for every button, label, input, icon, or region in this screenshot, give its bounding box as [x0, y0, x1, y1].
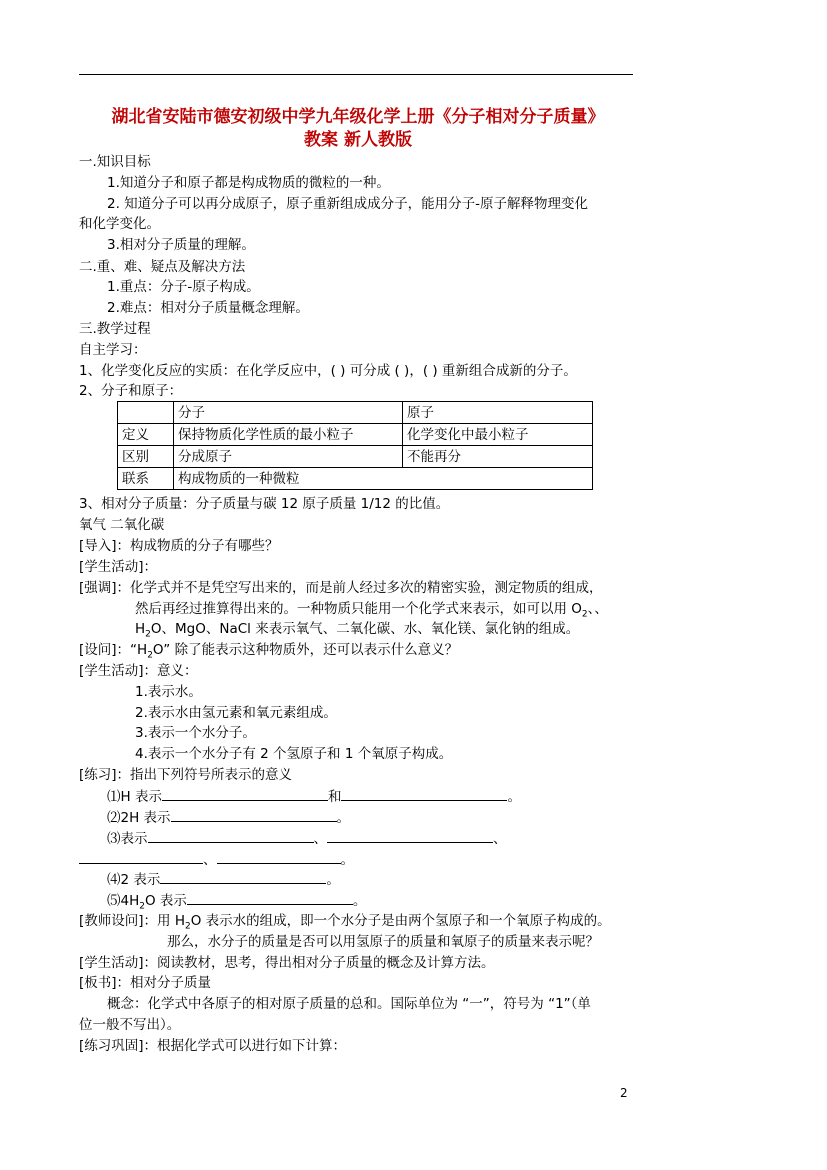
- answer-blank[interactable]: [341, 786, 507, 801]
- table-cell: 区别: [118, 446, 174, 468]
- objective-2-cont: 和化学变化。: [79, 216, 160, 232]
- exercise-text: 和: [327, 789, 342, 805]
- table-row: [118, 424, 593, 446]
- exercise-text: ⑸4H: [107, 893, 140, 909]
- answer-blank[interactable]: [79, 849, 203, 864]
- keypoint-1: 1.重点：分子-原子构成。: [107, 279, 260, 295]
- section-heading-objectives: 一.知识目标: [79, 154, 151, 170]
- subscript: 2: [184, 921, 191, 932]
- exercise-text: O 表示: [144, 893, 187, 909]
- emphasis-text: H: [135, 621, 146, 637]
- exercise-2: [107, 807, 350, 828]
- exercise-text: ⑵2H 表示: [107, 810, 171, 826]
- answer-blank[interactable]: [187, 890, 353, 905]
- page-number: 2: [620, 1086, 628, 1100]
- concept-line-1: 概念：化学式中各原子的相对原子质量的总和。国际单位为 “一”，符号为 “1”（单: [107, 996, 591, 1012]
- teacher-question-text: O 表示水的组成，即一个水分子是由两个氢原子和一个氧原子构成的。: [190, 913, 611, 929]
- punctuation: 、: [313, 831, 327, 847]
- objective-3: 3.相对分子质量的理解。: [107, 237, 255, 253]
- question-text: O” 除了能表示这种物质外，还可以表示什么意义？: [152, 642, 459, 658]
- section-heading-keypoints: 二.重、难、疑点及解决方法: [79, 259, 246, 275]
- table-row: [118, 446, 593, 468]
- student-activity-1: [学生活动]：: [79, 559, 158, 575]
- table-cell: 原子: [403, 402, 593, 424]
- keypoint-2: 2.难点：相对分子质量概念理解。: [107, 300, 309, 316]
- meaning-3: 3.表示一个水分子。: [135, 725, 256, 741]
- table-cell: 分成原子: [174, 446, 403, 468]
- meaning-2: 2.表示水由氢元素和氧元素组成。: [135, 705, 337, 721]
- punctuation: 、: [493, 831, 507, 847]
- table-header-row: [118, 402, 593, 424]
- molecule-atom-table: [117, 401, 593, 490]
- section-heading-process: 三.教学过程: [79, 321, 151, 337]
- question-1: 1、化学变化反应的实质：在化学反应中，( ) 可分成 ( )，( ) 重新组合成新的分子。: [79, 363, 577, 379]
- table-cell: 定义: [118, 424, 174, 446]
- header-rule: [79, 74, 633, 75]
- concept-line-2: 位一般不写出）。: [79, 1017, 181, 1033]
- punctuation: 。: [326, 872, 340, 888]
- answer-blank[interactable]: [171, 807, 337, 822]
- exercise-1: [107, 786, 521, 807]
- subscript: 2: [139, 901, 145, 912]
- exercise-text: ⑷2 表示: [107, 872, 161, 888]
- answer-blank[interactable]: [160, 869, 326, 884]
- table-cell: 保持物质化学性质的最小粒子: [174, 424, 403, 446]
- exercise-4: [107, 869, 340, 890]
- objective-1: 1.知道分子和原子都是构成物质的微粒的一种。: [107, 175, 390, 191]
- teacher-question-text: [教师设问]：用 H: [79, 913, 185, 929]
- question-3: 3、相对分子质量：分子质量与碳 12 原子质量 1/12 的比值。: [79, 496, 450, 512]
- subscript: 2: [581, 609, 588, 620]
- question-2: 2、分子和原子：: [79, 383, 183, 399]
- table-cell: [118, 402, 174, 424]
- intro-line: [导入]：构成物质的分子有哪些？: [79, 538, 279, 554]
- punctuation: 、: [203, 852, 217, 868]
- answer-blank[interactable]: [327, 828, 493, 843]
- emphasis-text: 、、: [587, 601, 608, 617]
- exercise-text: ⑶表示: [107, 831, 148, 847]
- subscript: 2: [145, 629, 151, 640]
- answer-blank[interactable]: [217, 849, 341, 864]
- emphasis-line-1: [强调]：化学式并不是凭空写出来的，而是前人经过多次的精密实验，测定物质的组成，: [79, 580, 603, 596]
- punctuation: 。: [340, 852, 354, 868]
- objective-2: 2. 知道分子可以再分成原子，原子重新组成成分子，能用分子-原子解释物理变化: [107, 196, 589, 212]
- exercise-3: [107, 828, 507, 849]
- document-title-line2: 教案 新人教版: [304, 130, 412, 150]
- emphasis-text: O、MgO、NaCl 来表示氧气、二氧化碳、水、氧化镁、氯化钠的组成。: [150, 621, 580, 637]
- exercise-text: ⑴H 表示: [107, 789, 162, 805]
- document-title-line1: 湖北省安陆市德安初级中学九年级化学上册《分子相对分子质量》: [111, 107, 605, 127]
- meaning-1: 1.表示水。: [135, 684, 202, 700]
- meaning-4: 4.表示一个水分子有 2 个氢原子和 1 个氧原子构成。: [135, 746, 453, 762]
- consolidation-line: [练习巩固]：根据化学式可以进行如下计算：: [79, 1038, 347, 1054]
- self-study-label: 自主学习：: [79, 342, 147, 358]
- answer-blank[interactable]: [162, 786, 328, 801]
- punctuation: 。: [352, 893, 367, 909]
- examples-line: 氧气 二氧化碳: [79, 517, 165, 533]
- exercise-heading: [练习]：指出下列符号所表示的意义: [79, 767, 293, 783]
- table-cell: 联系: [118, 468, 174, 490]
- table-cell: 不能再分: [403, 446, 593, 468]
- emphasis-text: 然后再经过推算得出来的。一种物质只能用一个化学式来表示，如可以用 O: [135, 601, 582, 617]
- student-activity-2: [学生活动]：意义：: [79, 663, 198, 679]
- table-cell: 构成物质的一种微粒: [174, 468, 593, 490]
- table-cell: 化学变化中最小粒子: [403, 424, 593, 446]
- subscript: 2: [147, 650, 153, 661]
- answer-blank[interactable]: [148, 828, 314, 843]
- question-text: [设问]：“H: [79, 642, 148, 658]
- table-row: [118, 468, 593, 490]
- board-writing: [板书]：相对分子质量: [79, 975, 212, 991]
- table-cell: 分子: [174, 402, 403, 424]
- student-activity-3: [学生活动]：阅读教材，思考，得出相对分子质量的概念及计算方法。: [79, 955, 495, 971]
- teacher-question-2: 那么，水分子的质量是否可以用氢原子的质量和氧原子的质量来表示呢？: [167, 934, 599, 950]
- punctuation: 。: [507, 789, 521, 805]
- exercise-3-cont: [79, 849, 354, 870]
- punctuation: 。: [336, 810, 351, 826]
